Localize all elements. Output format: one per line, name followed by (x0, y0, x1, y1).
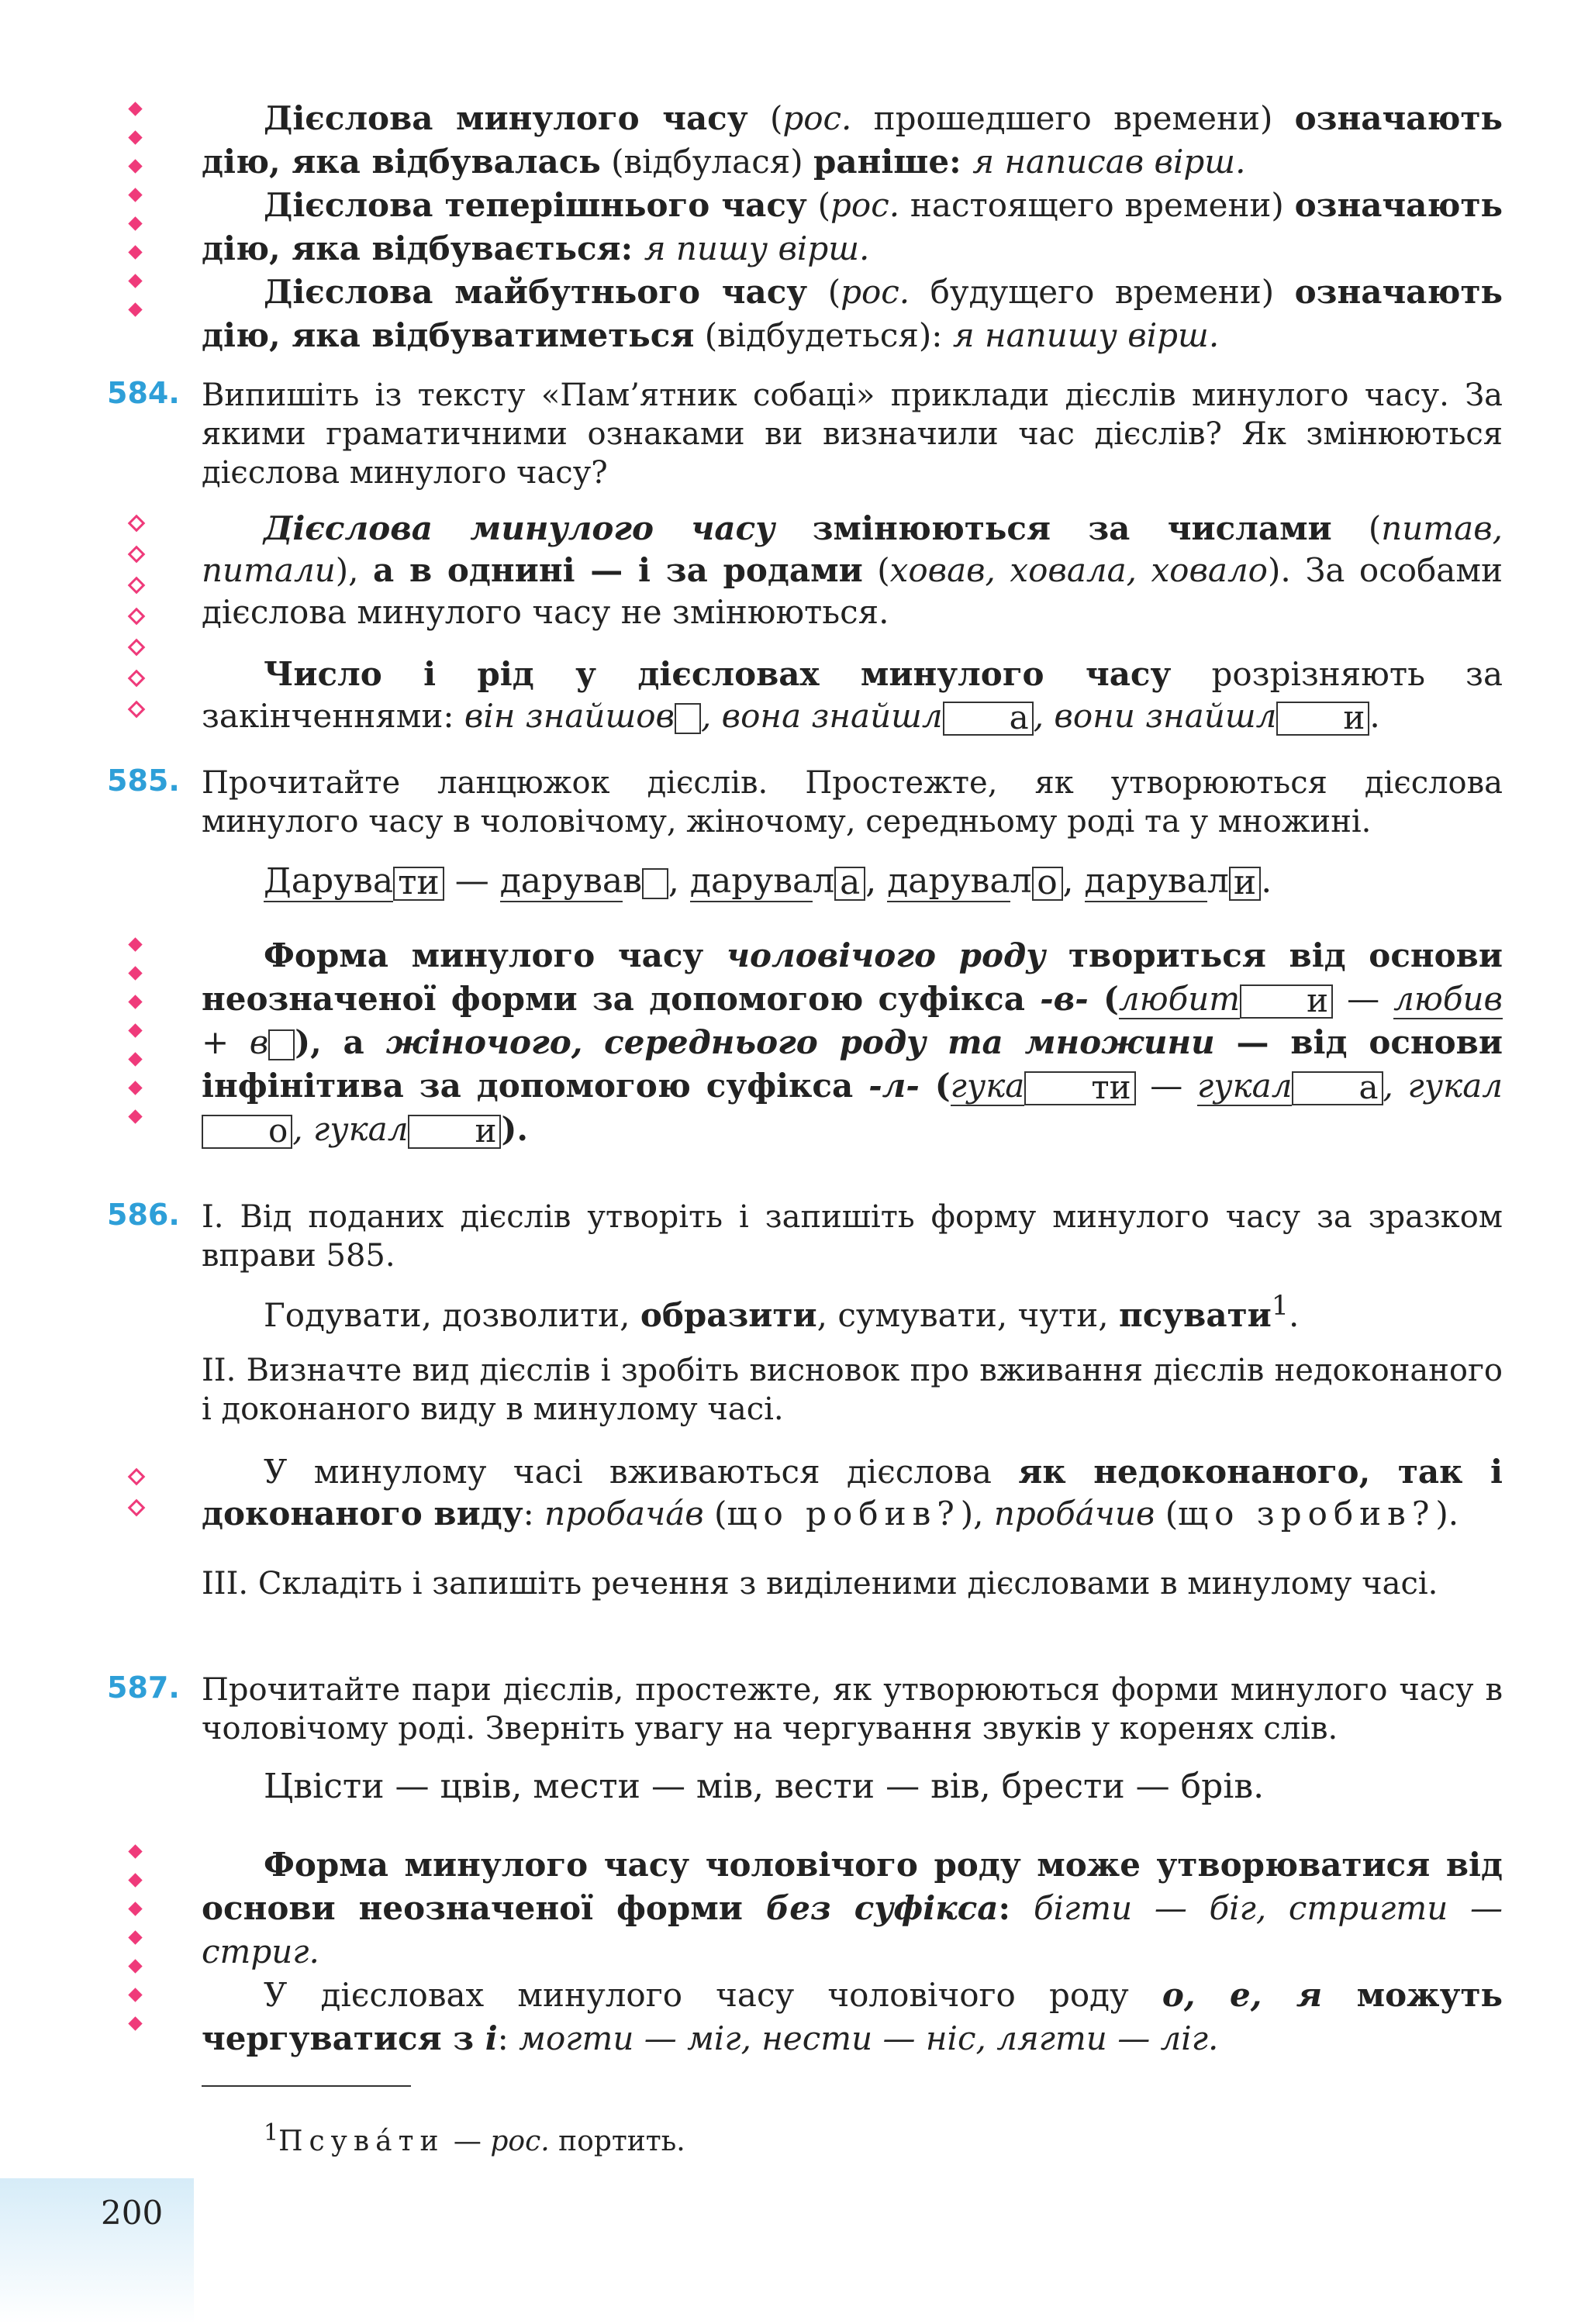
diamond-icon (128, 274, 142, 288)
theory-past-formation (202, 934, 1503, 1151)
diamond-icon (128, 1109, 142, 1123)
diamond-icon (128, 102, 142, 116)
empty-ending-box (642, 868, 668, 899)
diamond-icon (128, 966, 142, 980)
diamond-icon (128, 995, 142, 1009)
theory-aspect-rule: У минулому часі вживаються дієслова як недоконаного, так і доконаного виду: пробачáв (що робив?), пробáчив (що зробив?). (202, 1453, 1503, 1533)
ring-diamond-markers (130, 1461, 143, 1523)
diamond-icon (128, 1988, 142, 2002)
diamond-icon (128, 1023, 142, 1037)
diamond-outline-icon (128, 577, 146, 595)
theory-no-suffix-rule: Форма минулого часу чоловічого роду може утворюватися від основи неозначеної форми без суфікса: бігти — біг, стригти — стриг. (202, 1846, 1503, 1971)
theory-suffix-v-l: Форма минулого часу чоловічого роду твориться від основи неозначеної форми за допомогою суфікса -в- (любит и — любив + в ), а жіночого, середнього роду та множини — від основи інфінітива за допомогою суфікса -л- (гука ти — гукал а , гукало , гукал и ). (202, 936, 1503, 1150)
diamond-outline-icon (128, 1499, 146, 1517)
exercise-number: 585. (107, 764, 180, 798)
ring-diamond-markers (130, 508, 143, 725)
theory-no-suffix (202, 1843, 1503, 2060)
verb-chain: Дарува ти — дарував , дарувал а , дарувал о , дарувал и . (264, 861, 1272, 902)
theory-present: Дієслова теперішнього часу (рос. настоящего времени) означають дію, яка відбувається: я пишу вірш. (202, 186, 1503, 267)
diamond-outline-icon (128, 701, 146, 719)
diamond-icon (128, 216, 142, 230)
footnote-divider (202, 2085, 411, 2087)
pink-diamond-markers (130, 95, 140, 324)
diamond-outline-icon (128, 1468, 146, 1486)
exercise-586-part2: ІІ. Визначте вид дієслів і зробіть висновок про вживання дієслів недоконаного і доконаного виду в минулому часі. (202, 1353, 1503, 1427)
diamond-outline-icon (128, 670, 146, 688)
footnote: $^1$Псувáти — рос. портить. (264, 2119, 685, 2157)
diamond-icon (128, 1930, 142, 1944)
pink-diamond-markers (130, 1837, 140, 2038)
diamond-outline-icon (128, 515, 146, 533)
verb-pairs: Цвісти — цвів, мести — мів, вести — вів, брести — брів. (264, 1767, 1265, 1806)
diamond-icon (128, 937, 142, 951)
ending-box: и (1276, 702, 1369, 736)
theory-alternation: У дієсловах минулого часу чоловічого роду о, е, я можуть чергуватися з і: могти — міг, нести — ніс, лягти — ліг. (202, 1976, 1503, 2057)
diamond-icon (128, 1081, 142, 1095)
diamond-outline-icon (128, 608, 146, 626)
theory-endings: Число і рід у дієсловах минулого часу розрізняють за закінченнями: він знайшов , вона знайшл а , вони знайшл и . (202, 655, 1503, 736)
empty-ending-box (268, 1029, 295, 1060)
exercise-number: 586. (107, 1198, 180, 1232)
page-corner-decoration (0, 2178, 194, 2324)
exercise-number: 584. (107, 376, 180, 410)
diamond-icon (128, 1902, 142, 1915)
page-number: 200 (101, 2194, 164, 2232)
empty-ending-box (675, 703, 701, 734)
theory-future: Дієслова майбутнього часу (рос. будущего времени) означають дію, яка відбуватиметься (відбудеться): я напишу вірш. (202, 273, 1503, 354)
diamond-icon (128, 245, 142, 259)
diamond-icon (128, 1959, 142, 1973)
exercise-586-part1: І. Від поданих дієслів утворіть і запишіть форму минулого часу за зразком вправи 585. (202, 1199, 1503, 1274)
ending-box: а (943, 702, 1034, 736)
diamond-icon (128, 1873, 142, 1887)
diamond-icon (128, 1052, 142, 1066)
diamond-outline-icon (128, 546, 146, 564)
exercise-584-text: Випишіть із тексту «Пам’ятник собаці» приклади дієслів минулого часу. За якими граматичними ознаками ви визначили час дієслів? Як змінюються дієслова минулого часу? (202, 378, 1503, 491)
exercise-587-text: Прочитайте пари дієслів, простежте, як утворюються форми минулого часу в чоловічому роді. Зверніть увагу на чергування звуків у коренях слів. (202, 1672, 1503, 1746)
exercise-585-text: Прочитайте ланцюжок дієслів. Простежте, як утворюються дієслова минулого часу в чоловічому, жіночому, середньому роді та у множині. (202, 765, 1503, 840)
diamond-icon (128, 1844, 142, 1858)
diamond-icon (128, 130, 142, 144)
diamond-icon (128, 302, 142, 316)
exercise-number: 587. (107, 1671, 180, 1705)
verb-list: Годувати, дозволити, образити, сумувати, чути, псувати$^1$. (264, 1291, 1300, 1334)
diamond-icon (128, 2016, 142, 2030)
pink-diamond-markers (130, 930, 140, 1131)
exercise-586-part3: ІІІ. Складіть і запишіть речення з виділеними дієсловами в минулому часі. (202, 1566, 1438, 1602)
theory-past-present-future (202, 97, 1503, 357)
diamond-icon (128, 159, 142, 173)
diamond-icon (128, 188, 142, 202)
theory-past-changes (202, 508, 1503, 737)
diamond-outline-icon (128, 639, 146, 657)
theory-aspect-past (202, 1451, 1503, 1535)
theory-number-gender: Дієслова минулого часу змінюються за числами (питав, питали), а в однині — і за родами (ховав, ховала, ховало). За особами дієслова минулого часу не змінюються. (202, 509, 1503, 631)
theory-past: Дієслова минулого часу (рос. прошедшего времени) означають дію, яка відбувалась (відбулася) раніше: я написав вірш. (202, 99, 1503, 181)
